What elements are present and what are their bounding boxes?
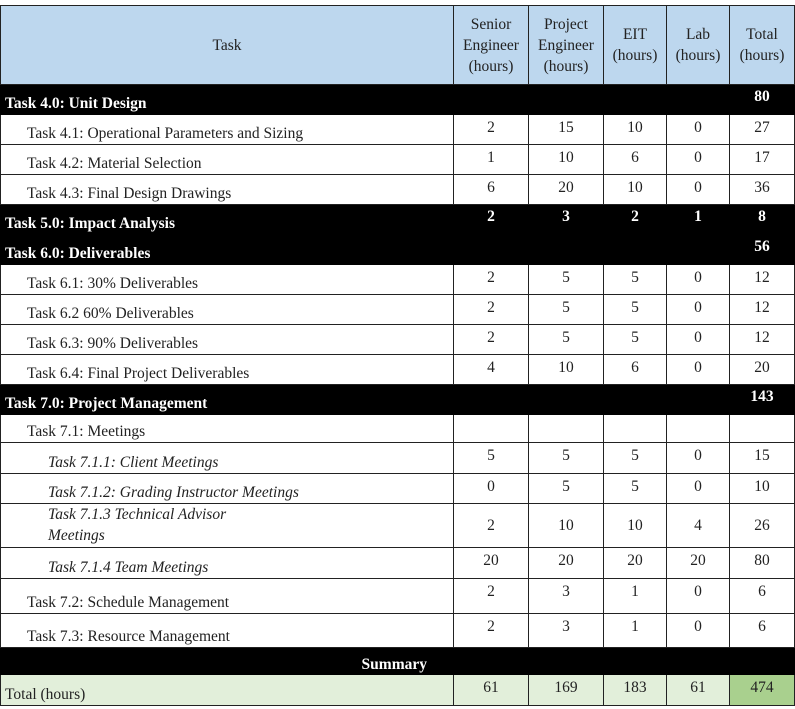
lab-hours: 0 [667,614,730,648]
eit-hours: 2 [604,205,667,235]
project-hours: 5 [529,443,604,474]
lab-hours: 0 [667,175,730,205]
task-row [1,415,795,443]
project-hours: 3 [529,579,604,614]
senior-hours: 0 [454,474,529,504]
task-name: Task 7.1.1: Client Meetings [1,443,454,474]
total-label: Total (hours) [1,675,454,706]
task-row [1,175,795,205]
senior-hours: 2 [454,115,529,145]
hours-table [0,5,795,706]
project-hours: 20 [529,175,604,205]
task-row [1,115,795,145]
project-hours: 5 [529,295,604,325]
eit-hours: 6 [604,145,667,175]
eit-hours: 1 [604,579,667,614]
subtask-row [1,474,795,504]
task-row [1,355,795,385]
task-name: Task 7.1: Meetings [1,415,454,443]
lab-hours: 0 [667,355,730,385]
senior-hours: 2 [454,295,529,325]
eit-hours: 5 [604,265,667,295]
section-name: Task 7.0: Project Management [1,385,454,415]
grand-total: 474 [730,675,795,706]
task-name: Task 7.1.4 Team Meetings [1,548,454,579]
header-total: Total (hours) [730,6,795,85]
total-hours: 12 [730,265,795,295]
eit-hours: 10 [604,175,667,205]
total-hours: 6 [730,579,795,614]
subtask-row [1,504,795,548]
eit-hours: 5 [604,474,667,504]
project-hours: 10 [529,504,604,548]
task-row [1,325,795,355]
lab-hours: 0 [667,145,730,175]
section-name: Task 5.0: Impact Analysis [1,205,454,235]
eit-hours: 20 [604,548,667,579]
project-hours: 5 [529,325,604,355]
project-hours: 10 [529,355,604,385]
lab-hours: 0 [667,295,730,325]
header-senior: Senior Engineer (hours) [454,6,529,85]
senior-hours: 2 [454,205,529,235]
task-name: Task 6.3: 90% Deliverables [1,325,454,355]
section-name: Task 6.0: Deliverables [1,235,454,265]
eit-hours: 10 [604,504,667,548]
summary-label: Summary [1,648,454,675]
senior-hours: 2 [454,265,529,295]
lab-hours: 0 [667,579,730,614]
eit-hours: 1 [604,614,667,648]
task-name: Task 6.1: 30% Deliverables [1,265,454,295]
lab-hours: 0 [667,265,730,295]
task-name: Task 6.2 60% Deliverables [1,295,454,325]
task-row [1,295,795,325]
senior-hours: 2 [454,504,529,548]
summary-row [1,648,795,675]
section-total: 8 [730,205,795,235]
project-hours: 15 [529,115,604,145]
project-hours: 5 [529,265,604,295]
section-row [1,205,795,235]
section-total: 56 [730,235,795,265]
subtask-row [1,548,795,579]
lab-hours: 61 [667,675,730,706]
project-hours: 10 [529,145,604,175]
eit-hours: 10 [604,115,667,145]
section-row [1,235,795,265]
senior-hours: 2 [454,614,529,648]
total-row [1,675,795,706]
section-total: 143 [730,385,795,415]
total-hours: 80 [730,548,795,579]
task-name: Task 4.3: Final Design Drawings [1,175,454,205]
project-hours: 169 [529,675,604,706]
eit-hours: 6 [604,355,667,385]
header-project: Project Engineer (hours) [529,6,604,85]
task-name: Task 7.1.3 Technical Advisor Meetings [1,504,454,548]
lab-hours: 20 [667,548,730,579]
senior-hours: 20 [454,548,529,579]
eit-hours: 5 [604,325,667,355]
lab-hours: 0 [667,474,730,504]
senior-hours: 61 [454,675,529,706]
total-hours: 27 [730,115,795,145]
task-row [1,614,795,648]
header-eit: EIT (hours) [604,6,667,85]
senior-hours: 4 [454,355,529,385]
lab-hours: 0 [667,325,730,355]
subtask-row [1,443,795,474]
task-row [1,265,795,295]
task-row [1,579,795,614]
section-name: Task 4.0: Unit Design [1,85,454,115]
total-hours: 26 [730,504,795,548]
task-name: Task 4.2: Material Selection [1,145,454,175]
total-hours: 15 [730,443,795,474]
section-row [1,85,795,115]
total-hours: 12 [730,325,795,355]
total-hours: 6 [730,614,795,648]
task-name: Task 7.3: Resource Management [1,614,454,648]
project-hours: 3 [529,205,604,235]
senior-hours: 1 [454,145,529,175]
task-name: Task 7.1.2: Grading Instructor Meetings [1,474,454,504]
header-lab: Lab (hours) [667,6,730,85]
senior-hours: 6 [454,175,529,205]
lab-hours: 0 [667,443,730,474]
lab-hours: 1 [667,205,730,235]
task-name: Task 6.4: Final Project Deliverables [1,355,454,385]
task-row [1,145,795,175]
total-hours: 20 [730,355,795,385]
header-task: Task [1,6,454,85]
section-row [1,385,795,415]
eit-hours: 5 [604,443,667,474]
eit-hours: 183 [604,675,667,706]
task-name: Task 4.1: Operational Parameters and Sizing [1,115,454,145]
total-hours: 36 [730,175,795,205]
header-row [1,6,795,85]
project-hours: 20 [529,548,604,579]
senior-hours: 2 [454,325,529,355]
senior-hours: 5 [454,443,529,474]
total-hours: 12 [730,295,795,325]
project-hours: 3 [529,614,604,648]
total-hours: 10 [730,474,795,504]
lab-hours: 4 [667,504,730,548]
total-hours: 17 [730,145,795,175]
eit-hours: 5 [604,295,667,325]
senior-hours: 2 [454,579,529,614]
project-hours: 5 [529,474,604,504]
section-total: 80 [730,85,795,115]
lab-hours: 0 [667,115,730,145]
task-name: Task 7.2: Schedule Management [1,579,454,614]
